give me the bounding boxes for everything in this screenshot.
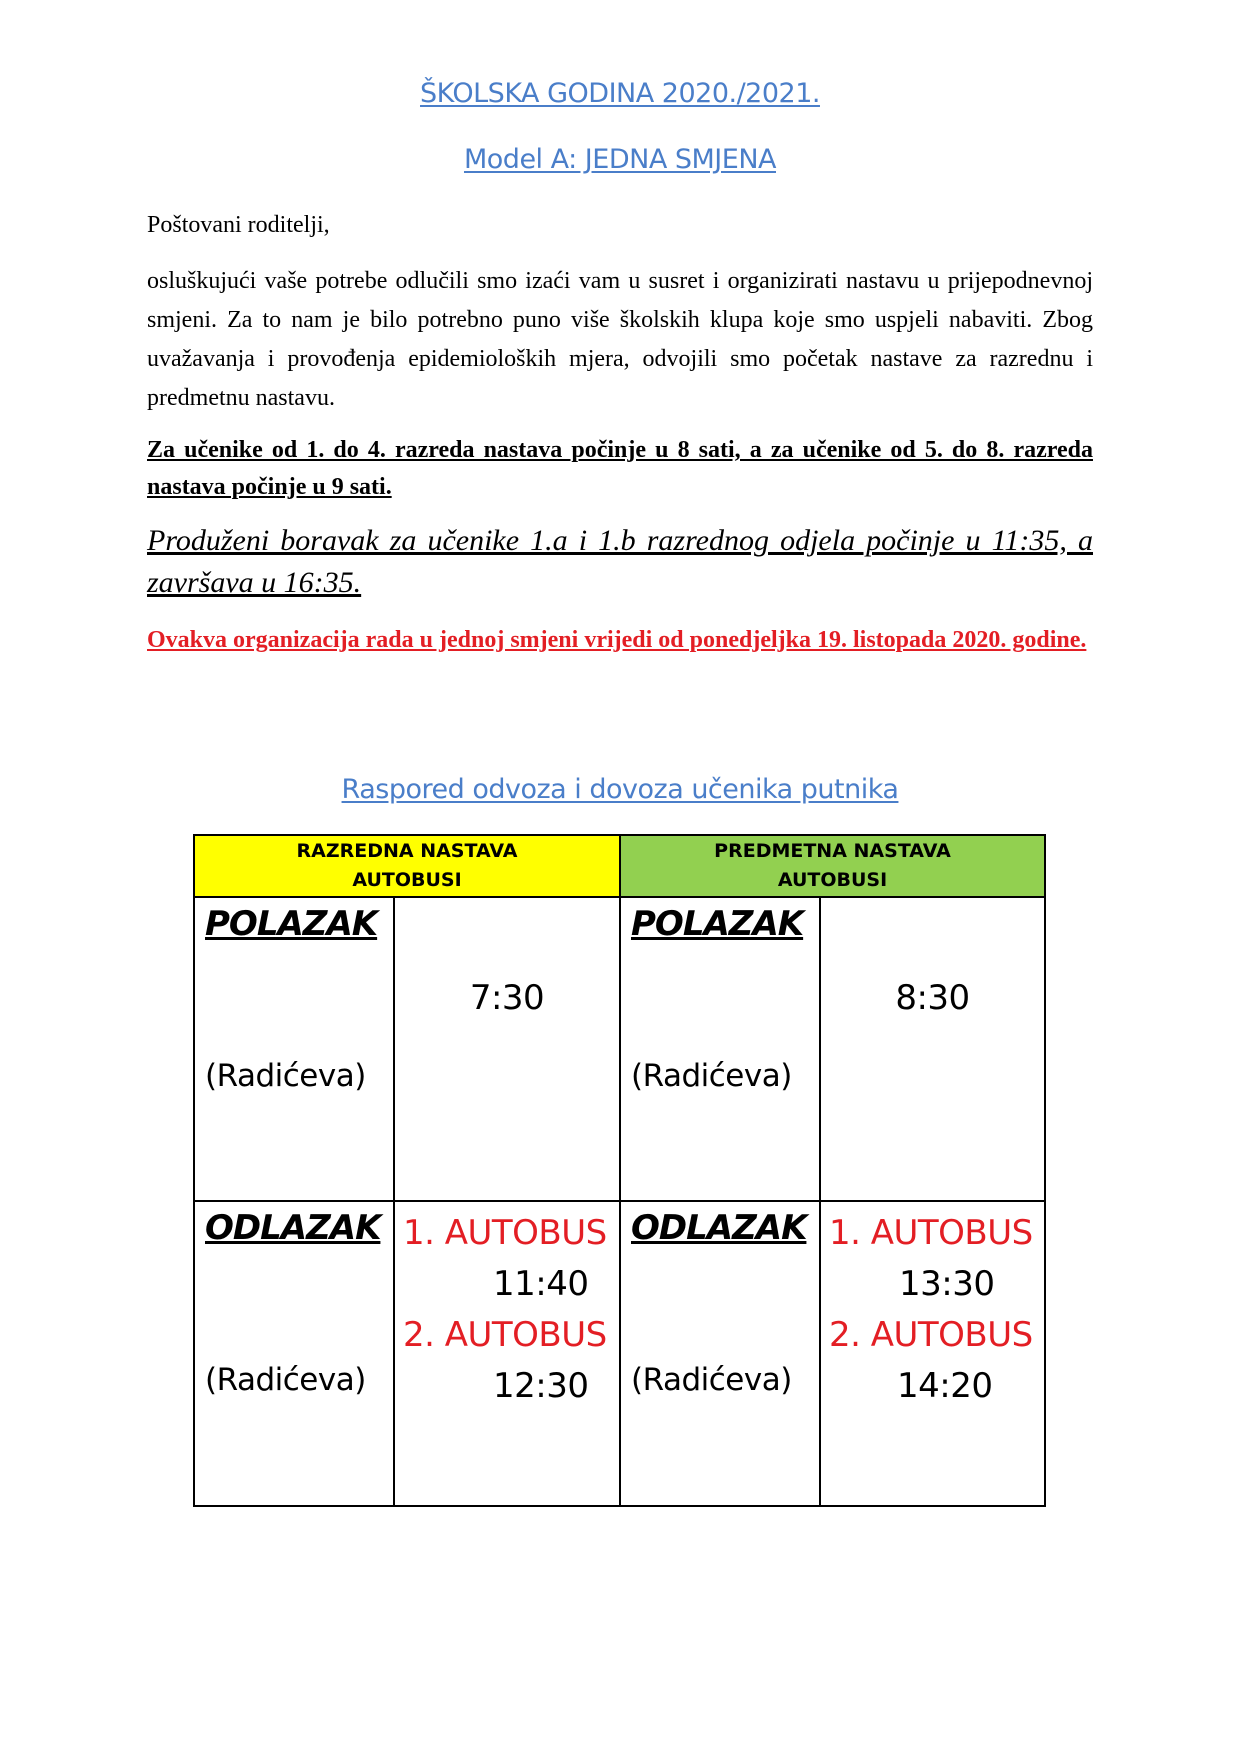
schedule-title: Raspored odvoza i dovoza učenika putnika [341,774,899,805]
predmetna-header [620,835,1045,897]
razredna-header [194,835,620,897]
razredna-odlazak-label: ODLAZAK [205,1208,381,1248]
predmetna-header-line2: AUTOBUSI [777,869,888,891]
predmetna-polazak-location: (Radićeva) [631,1058,792,1094]
table-header-row [194,835,1045,897]
extended-stay-notice: Produženi boravak za učenike 1.a i 1.b razrednog odjela počinje u 11:35, a završava u 16:35. [147,524,1093,599]
razredna-odlazak-label-cell [194,1201,394,1506]
razredna-bus1-label: 1. AUTOBUS [403,1213,607,1253]
start-times-notice: Za učenike od 1. do 4. razreda nastava počinje u 8 sati, a za učenike od 5. do 8. razreda nastava počinje u 9 sati. [147,437,1093,500]
predmetna-bus1-label: 1. AUTOBUS [829,1213,1033,1253]
predmetna-polazak-label: POLAZAK [631,904,804,944]
school-year-heading: ŠKOLSKA GODINA 2020./2021. [420,78,820,109]
model-heading: Model A: JEDNA SMJENA [463,144,776,175]
bus-schedule-table [193,834,1046,1507]
predmetna-bus1-time: 13:30 [899,1264,995,1304]
odlazak-row [194,1201,1045,1506]
razredna-header-line2: AUTOBUSI [352,869,462,891]
razredna-bus2-time: 12:30 [493,1366,589,1406]
predmetna-bus2-label: 2. AUTOBUS [829,1315,1033,1355]
predmetna-odlazak-times-cell [820,1201,1045,1506]
razredna-polazak-label-cell [194,897,394,1201]
predmetna-header-line1: PREDMETNA NASTAVA [714,840,951,862]
polazak-row [194,897,1045,1201]
razredna-bus1-time: 11:40 [493,1264,589,1304]
razredna-odlazak-times-cell [394,1201,620,1506]
razredna-polazak-time: 7:30 [469,978,545,1018]
razredna-polazak-label: POLAZAK [205,904,378,944]
razredna-odlazak-location: (Radićeva) [205,1362,366,1398]
razredna-polazak-time-cell [394,897,620,1201]
razredna-header-line1: RAZREDNA NASTAVA [296,840,518,862]
predmetna-polazak-time-cell [820,897,1045,1201]
predmetna-polazak-time: 8:30 [895,978,970,1018]
predmetna-polazak-label-cell [620,897,820,1201]
validity-notice: Ovakva organizacija rada u jednoj smjeni vrijedi od ponedjeljka 19. listopada 2020. godine. [147,627,1087,653]
letter-body: osluškujući vaše potrebe odlučili smo izaći vam u susret i organizirati nastavu u prijepodnevnoj smjeni. Za to nam je bilo potrebno puno više školskih klupa koje smo uspjeli nabaviti. Zbog uvažavanja i provođenja epidemioloških mjera, odvojili smo početak nastave za razrednu i predmetnu nastavu. [147,268,1093,411]
greeting: Poštovani roditelji, [147,212,330,238]
razredna-polazak-location: (Radićeva) [205,1058,366,1094]
predmetna-bus2-time: 14:20 [897,1366,993,1406]
predmetna-odlazak-location: (Radićeva) [631,1362,792,1398]
predmetna-odlazak-label: ODLAZAK [631,1208,807,1248]
predmetna-odlazak-label-cell [620,1201,820,1506]
razredna-bus2-label: 2. AUTOBUS [403,1315,607,1355]
